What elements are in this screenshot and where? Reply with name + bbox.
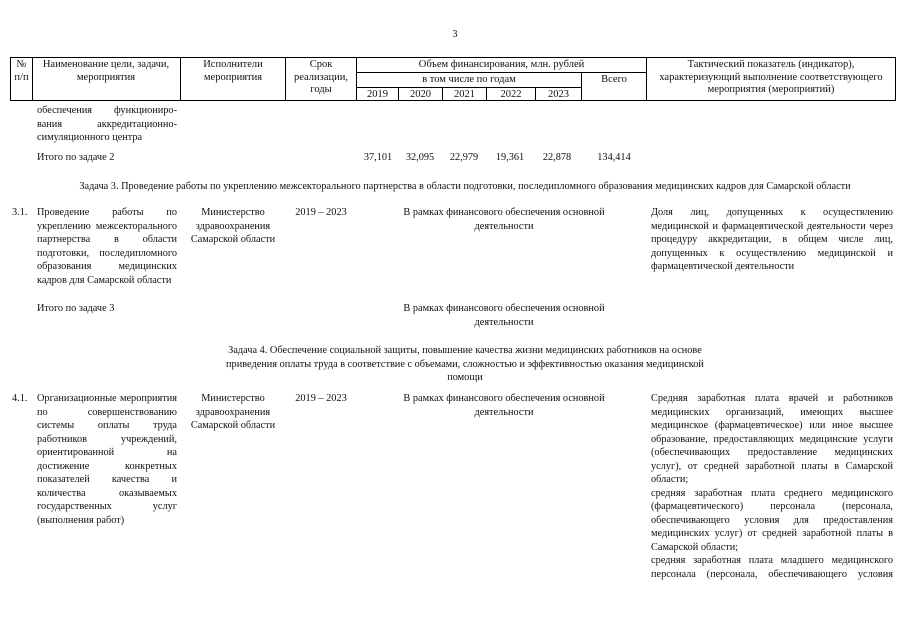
header-top-border [10,57,896,58]
total-label: Итого по задаче 2 [37,152,115,163]
continued-cell-text: обеспечения функциониро-вания аккредитационно-симуляционного центра [37,105,177,143]
indicator-paragraph: средняя заработная плата среднего медицинского (фармацевтического) персонала (персонала, обеспечивающего условия для предоставления медицинских услуг) от средней заработной платы в Самарской области; [651,487,893,553]
row-indicator [651,392,893,581]
row-name: Организационные мероприятия по совершенствованию системы оплаты труда работников учреждений, ориентированной на достижение конкретных показателей качества и количества оказываемых государственных услуг (выполнения работ) [37,393,177,526]
row-name: Проведение работы по укреплению межсекторального партнерства в области подготовки, последипломного образования медицинских кадров для Самарской области [37,207,177,286]
header-vline [285,57,286,101]
header-year: 2020 [410,89,431,100]
row-number: 4.1. [12,393,28,404]
total-value: 37,101 [363,152,393,163]
header-vline [180,57,181,101]
row-financing: В рамках финансового обеспечения основной деятельности [403,207,605,232]
header-financing: Объем финансирования, млн. рублей [418,59,585,70]
header-vline [895,57,896,101]
total-label: Итого по задаче 3 [37,303,115,314]
header-name: Наименование цели, задачи, мероприятия [42,59,170,83]
header-indicator: Тактический показатель (индикатор), характеризующий выполнение соответствующего мероприятия (мероприятий) [659,59,883,95]
task-3-heading: Задача 3. Проведение работы по укреплению межсекторального партнерства в области подготовки, последипломного образования медицинских кадров для Самарской области [79,181,851,192]
total-financing: В рамках финансового обеспечения основной деятельности [403,303,605,328]
total-value: 32,095 [405,152,435,163]
header-term: Срок реализации, годы [294,59,348,95]
header-by-year: в том числе по годам [422,74,516,85]
row-executor: Министерство здравоохранения Самарской области [190,393,276,431]
total-value: 22,878 [542,152,572,163]
header-total: Всего [601,74,627,85]
header-year: 2021 [454,89,475,100]
header-vline [646,57,647,101]
task-4-heading: Задача 4. Обеспечение социальной защиты, повышение качества жизни медицинских работников на основе приведения оплаты труда в соответствие с объемами, сложностью и эффективностью оказания медицинской помощи [226,345,704,383]
header-years-divider [356,87,581,88]
row-executor: Министерство здравоохранения Самарской области [190,207,276,245]
header-year: 2019 [367,89,388,100]
row-indicator: Доля лиц, допущенных к осуществлению медицинской и фармацевтической деятельности через процедуру аккредитации, в общем числе лиц, допущенных к осуществлению медицинской и фармацевтической деятельности [651,207,893,272]
indicator-paragraph: Средняя заработная плата врачей и работников медицинских организаций, имеющих высшее медицинское (фармацевтическое) или иное высшее образование, предоставляющих медицинские услуги (обеспечивающих предоставление медицинских услуг), от средней заработной платы в Самарской области; [651,393,893,485]
header-executors: Исполнители мероприятия [203,59,263,83]
total-value: 22,979 [449,152,479,163]
row-term: 2019 – 2023 [295,393,347,404]
row-number: 3.1. [12,207,28,218]
row-term: 2019 – 2023 [295,207,347,218]
header-vline [32,57,33,101]
header-year: 2022 [500,89,522,100]
header-num: № п/п [14,59,29,83]
total-sum: 134,414 [597,152,631,163]
header-year: 2023 [548,89,569,100]
total-value: 19,361 [495,152,525,163]
header-fin-divider [356,72,647,73]
row-financing: В рамках финансового обеспечения основной деятельности [403,393,605,418]
page-number: 3 [452,29,458,40]
indicator-paragraph: средняя заработная плата младшего медицинского персонала (персонала, обеспечивающего условия [651,555,893,580]
